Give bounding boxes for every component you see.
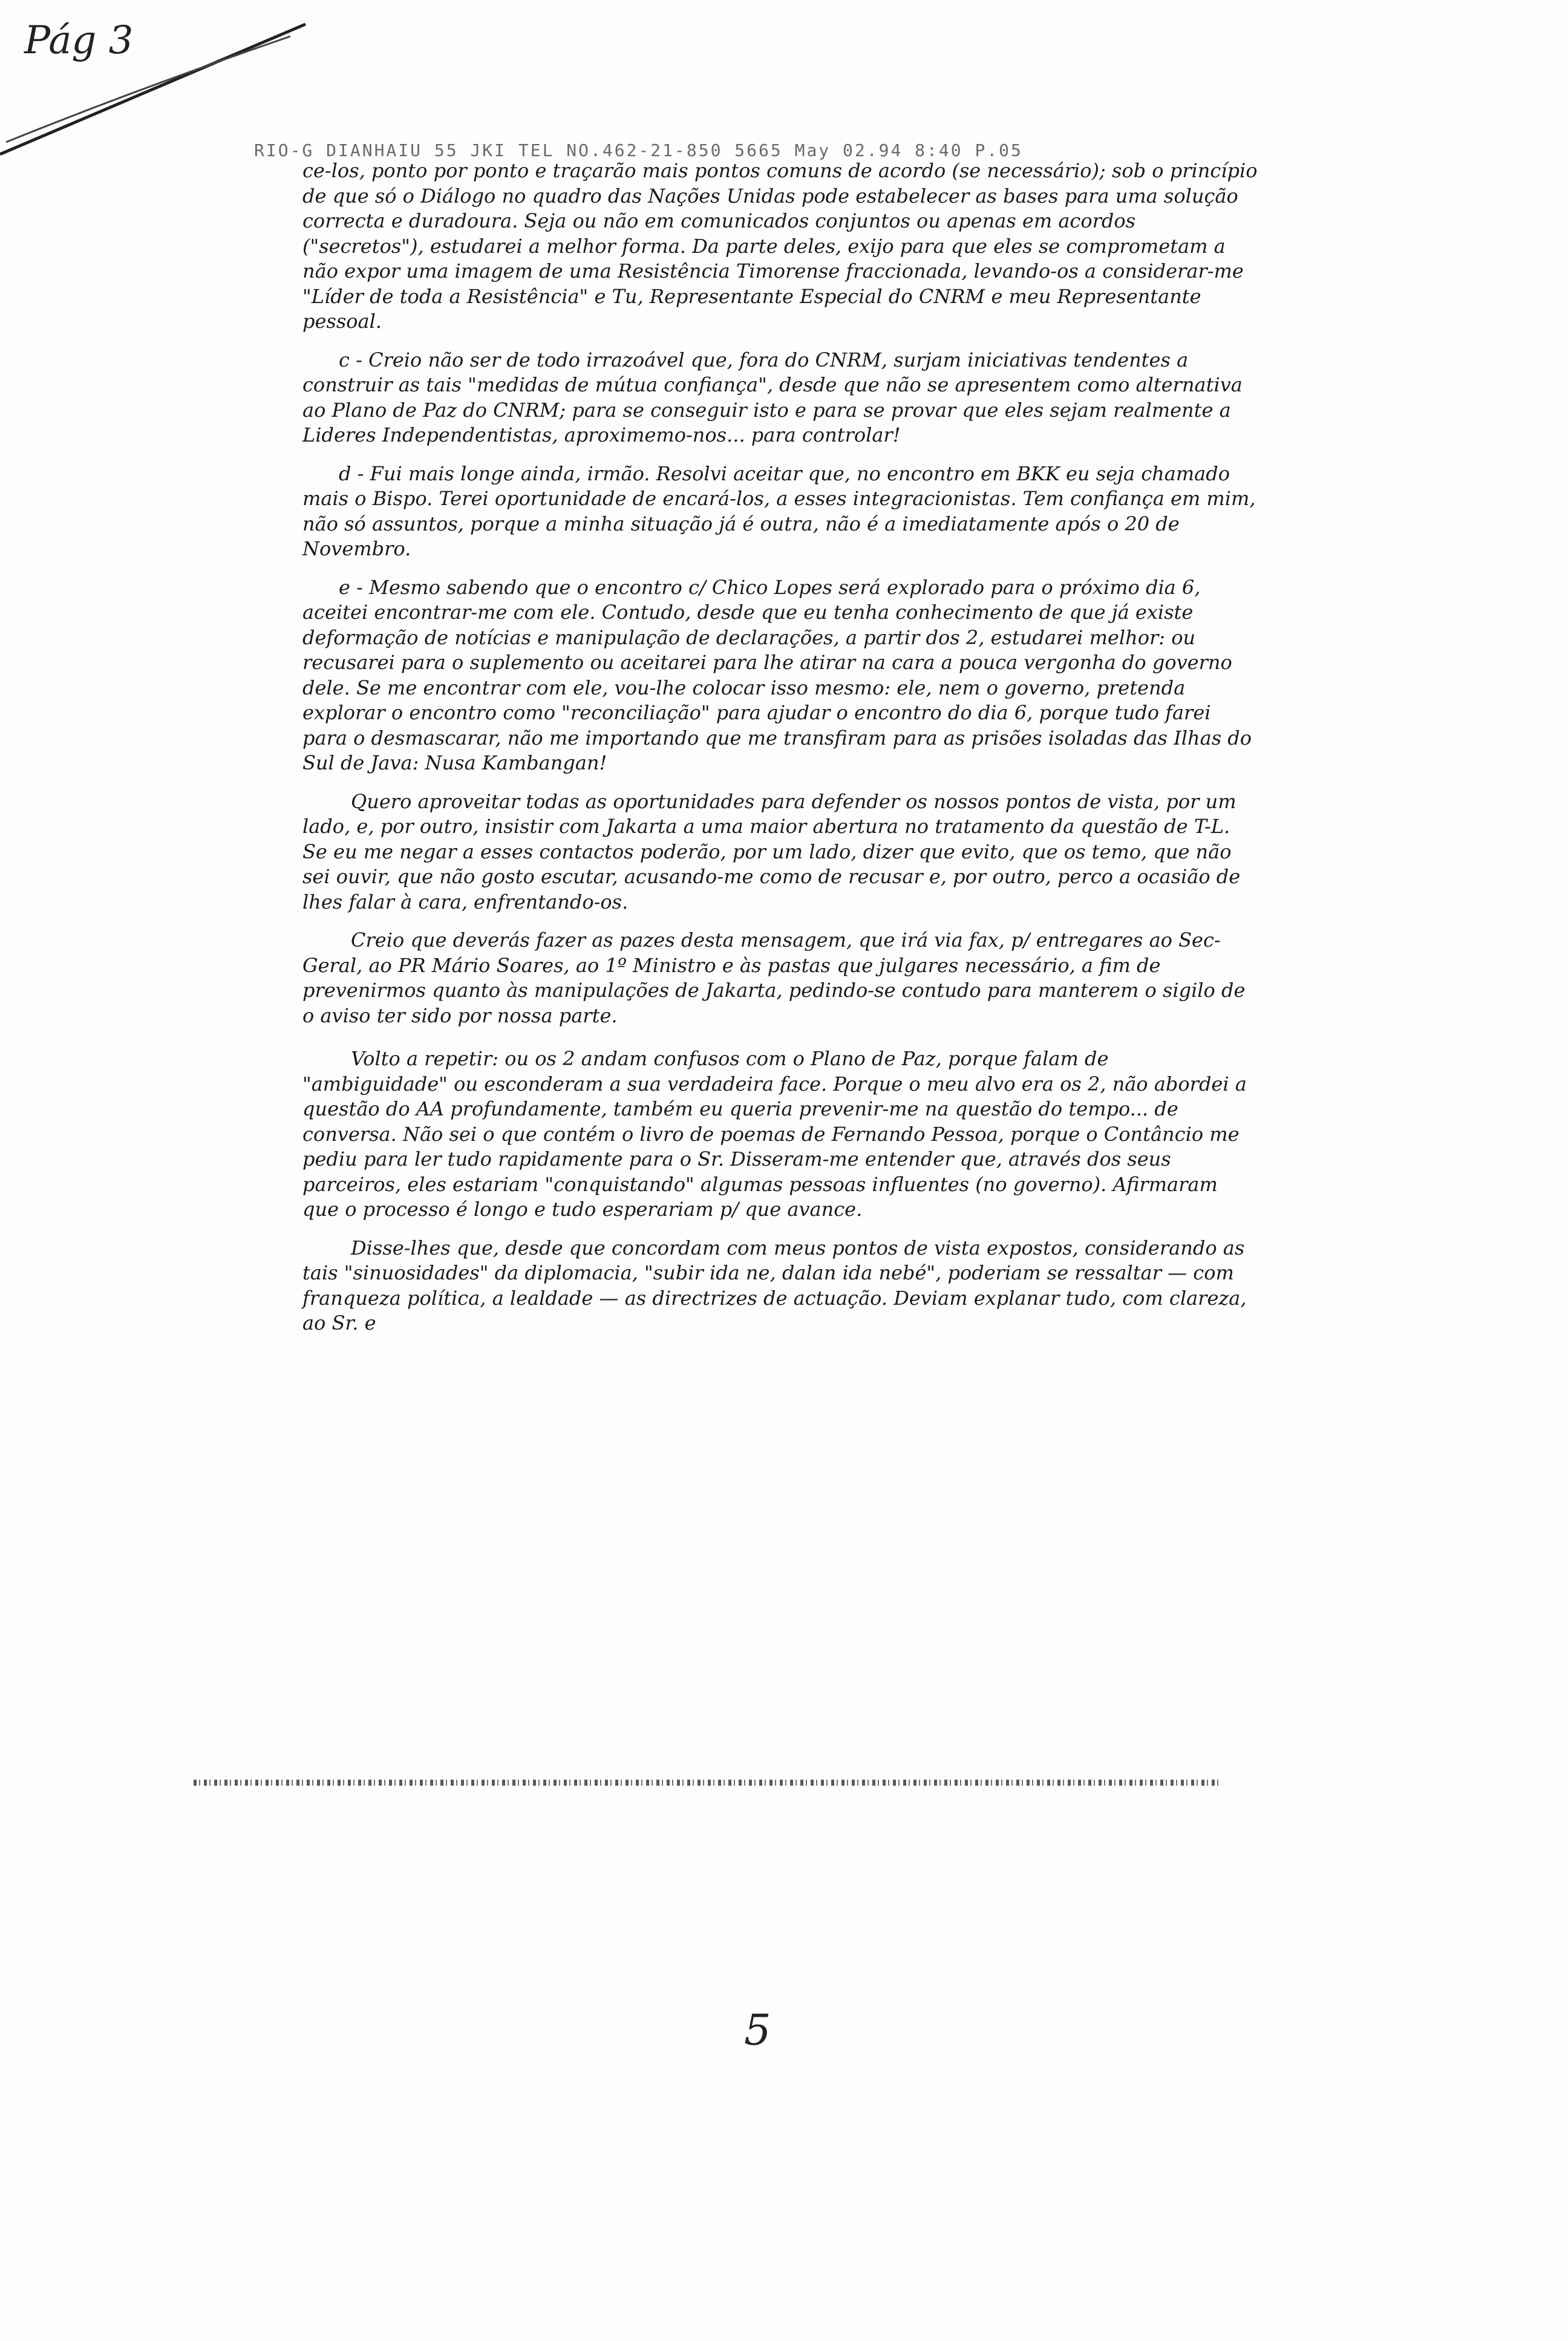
paragraph-d: d - Fui mais longe ainda, irmão. Resolvi aceitar que, no encontro em BKK eu seja chamado mais o Bispo. Terei oportunidade de encará-los, a esses integracionistas. Tem confiança em mim, não só assuntos, porque a minha situação já é outra, não é a imediatamente após o 20 de Novembro. bbox=[302, 462, 1262, 560]
paragraph-disse-lhes: Disse-lhes que, desde que concordam com meus pontos de vista expostos, considerando as tais "sinuosidades" da diplomacia, "subir ida ne, dalan ida nebé", poderiam se ressaltar — com franqueza política, a lealdade — as directrizes de actuação. Deviam explanar tudo, com clareza, ao Sr. e bbox=[302, 1236, 1253, 1334]
paragraph-e: e - Mesmo sabendo que o encontro c/ Chico Lopes será explorado para o próximo dia 6, aceitei encontrar-me com ele. Contudo, desde que eu tenha conhecimento de que já existe deformação de notícias e manipulação de declarações, a partir dos 2, estudarei melhor: ou recusarei para o suplemento ou aceitarei para lhe atirar na cara a pouca vergonha do governo dele. Se me encontrar com ele, vou-lhe colocar isso mesmo: ele, nem o governo, pretenda explorar o encontro como "reconciliação" para ajudar o encontro do dia 6, porque tudo farei para o desmascarar, não me importando que me transfiram para as prisões isoladas das Ilhas do Sul de Java: Nusa Kambangan! bbox=[302, 575, 1258, 774]
fax-transmission-header: RIO-G DIANHAIU 55 JKI TEL NO.462-21-850 5665 May 02.94 8:40 P.05 bbox=[254, 140, 1023, 160]
paragraph-quero-aproveitar: Quero aproveitar todas as oportunidades para defender os nossos pontos de vista, por um lado, e, por outro, insistir com Jakarta a uma maior abertura no tratamento da questão de T-L. Se eu me negar a esses contactos poderão, por um lado, dizer que evito, que os temo, que não sei ouvir, que não gosto escutar, acusando-me como de recusar e, por outro, perco a ocasião de lhes falar à cara, enfrentando-os. bbox=[302, 789, 1247, 913]
paragraph-c: c - Creio não ser de todo irrazoável que, fora do CNRM, surjam iniciativas tendentes a construir as tais "medidas de mútua confiança", desde que não se apresentem como alternativa ao Plano de Paz do CNRM; para se conseguir isto e para se provar que eles sejam realmente a Lideres Independentistas, aproximemo-nos... para controlar! bbox=[302, 348, 1249, 446]
fax-scan-noise-line bbox=[194, 1780, 1222, 1786]
paragraph-creio: Creio que deverás fazer as pazes desta mensagem, que irá via fax, p/ entregares ao Sec-Geral, ao PR Mário Soares, ao 1º Ministro e às pastas que julgares necessário, a fim de prevenirmos quanto às manipulações de Jakarta, pedindo-se contudo para manterem o sigilo de o aviso ter sido por nossa parte. bbox=[302, 929, 1252, 1027]
handwritten-body bbox=[302, 158, 1264, 1350]
paragraph-volto-a-repetir: Volto a repetir: ou os 2 andam confusos com o Plano de Paz, porque falam de "ambiguidade" ou esconderam a sua verdadeira face. Porque o meu alvo era os 2, não abordei a questão do AA profundamente, também eu queria prevenir-me na questão do tempo... de conversa. Não sei o que contém o livro de poemas de Fernando Pessoa, porque o Contâncio me pediu para ler tudo rapidamente para o Sr. Disseram-me entender que, através dos seus parceiros, eles estariam "conquistando" algumas pessoas influentes (no governo). Afirmaram que o processo é longo e tudo esperariam p/ que avance. bbox=[302, 1047, 1253, 1221]
page-number: 5 bbox=[744, 2005, 771, 2055]
page-annotation-mark: Pág 3 bbox=[24, 18, 134, 63]
paragraph-b-continuation: ce-los, ponto por ponto e traçarão mais pontos comuns de acordo (se necessário); sob o princípio de que só o Diálogo no quadro das Nações Unidas pode estabelecer as bases para uma solução correcta e duradoura. Seja ou não em comunicados conjuntos ou apenas em acordos ("secretos"), estudarei a melhor forma. Da parte deles, exijo para que eles se comprometam a não expor uma imagem de uma Resistência Timorense fraccionada, levando-os a considerar-me "Líder de toda a Resistência" e Tu, Representante Especial do CNRM e meu Representante pessoal. bbox=[302, 159, 1264, 333]
